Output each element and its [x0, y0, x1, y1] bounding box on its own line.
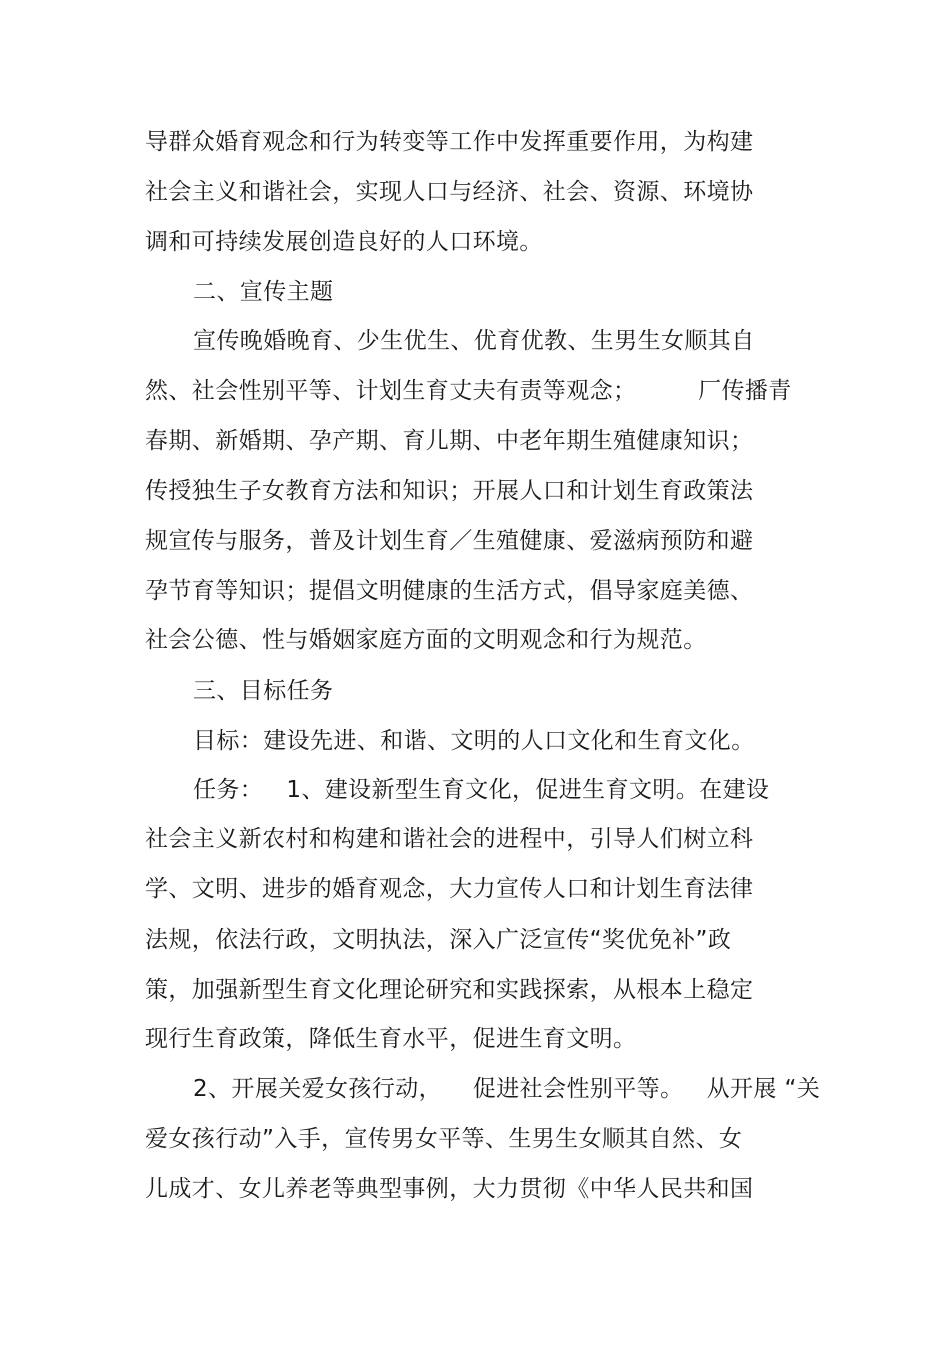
text-line-18: 策，加强新型生育文化理论研究和实践探索，从根本上稳定 — [145, 977, 754, 1003]
text-line-19: 现行生育政策，降低生育水平，促进生育文明。 — [145, 1026, 637, 1052]
text-line-20: 2、开展关爱女孩行动， 促进社会性别平等。 从开展 “关 — [193, 1076, 821, 1102]
text-line-14: 任务： 1、建设新型生育文化，促进生育文明。在建设 — [193, 777, 770, 803]
text-line-2: 社会主义和谐社会，实现人口与经济、社会、资源、环境协 — [145, 179, 754, 205]
text-line-13: 目标：建设先进、和谐、文明的人口文化和生育文化。 — [193, 728, 755, 754]
text-line-16: 学、文明、进步的婚育观念，大力宣传人口和计划生育法律 — [145, 876, 754, 902]
text-line-11: 社会公德、性与婚姻家庭方面的文明观念和行为规范。 — [145, 627, 707, 653]
text-line-9: 规宣传与服务，普及计划生育／生殖健康、爱滋病预防和避 — [145, 528, 754, 554]
text-line-10: 孕节育等知识；提倡文明健康的生活方式，倡导家庭美德、 — [145, 578, 754, 604]
text-line-3: 调和可持续发展创造良好的人口环境。 — [145, 229, 543, 255]
text-line-5: 宣传晚婚晚育、少生优生、优育优教、生男生女顺其自 — [193, 328, 755, 354]
text-line-1: 导群众婚育观念和行为转变等工作中发挥重要作用，为构建 — [145, 129, 754, 155]
text-line-22: 儿成才、女儿养老等典型事例，大力贯彻《中华人民共和国 — [145, 1176, 754, 1202]
section-heading-3: 三、目标任务 — [193, 678, 334, 704]
text-line-7: 春期、新婚期、孕产期、育儿期、中老年期生殖健康知识； — [145, 428, 754, 454]
text-line-8: 传授独生子女教育方法和知识；开展人口和计划生育政策法 — [145, 478, 754, 504]
text-line-17: 法规，依法行政，文明执法，深入广泛宣传“奖优免补”政 — [145, 927, 732, 953]
text-line-6: 然、社会性别平等、计划生育丈夫有责等观念； 厂传播青 — [145, 378, 792, 404]
text-line-21: 爱女孩行动”入手，宣传男女平等、生男生女顺其自然、女 — [145, 1126, 743, 1152]
text-line-15: 社会主义新农村和构建和谐社会的进程中，引导人们树立科 — [145, 826, 754, 852]
section-heading-2: 二、宣传主题 — [193, 279, 334, 305]
